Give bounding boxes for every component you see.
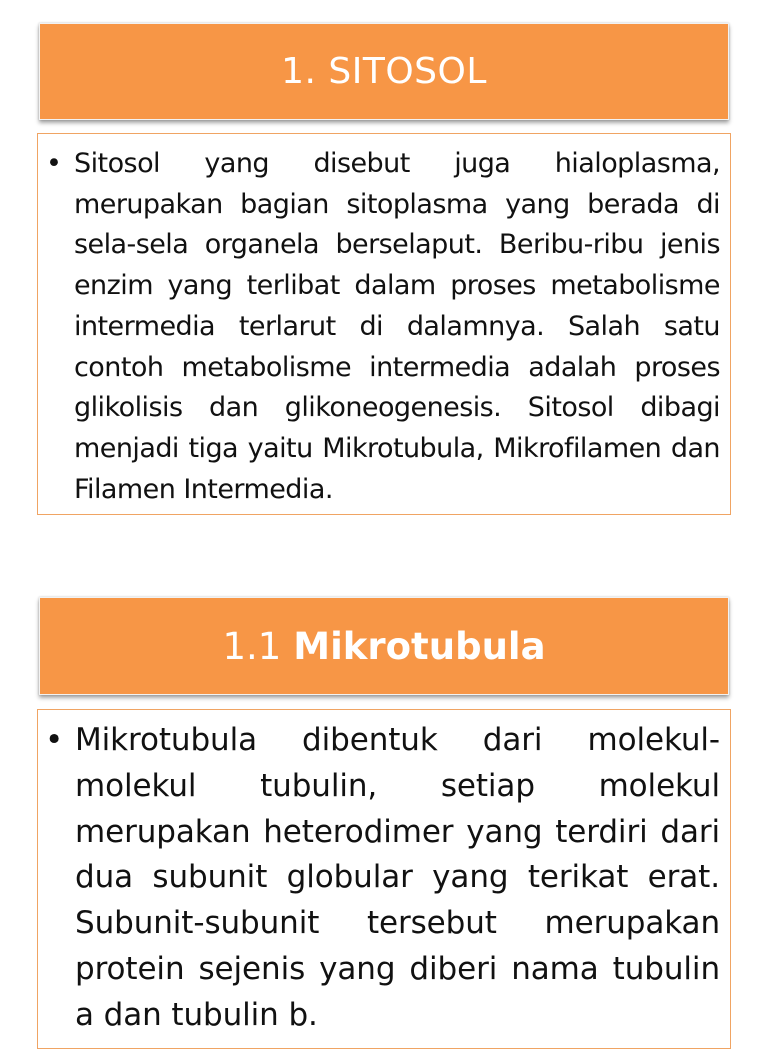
content-box-mikrotubula: [37, 709, 731, 1049]
section-title-sitosol: [39, 23, 729, 120]
paragraph-text: Sitosol yang disebut juga hialoplasma, merupakan bagian sitoplasma yang berada di sela-sela organela berselaput. Beribu-ribu jenis enzim yang terlibat dalam proses metabolisme intermedia terlarut di dalamnya. Salah satu contoh metabolisme intermedia adalah proses glikolisis dan glikoneogenesis. Sitosol dibagi menjadi tiga yaitu Mikrotubula, Mikrofilamen dan Filamen Intermedia.: [74, 148, 720, 505]
bullet-icon: •: [45, 722, 64, 758]
content-box-sitosol: [37, 133, 731, 515]
section-title-text: 1. SITOSOL: [281, 51, 487, 92]
section-title-mikrotubula: [39, 597, 729, 695]
bullet-paragraph: [46, 144, 720, 510]
paragraph-text: Mikrotubula dibentuk dari molekul-molekul tubulin, setiap molekul merupakan heterodimer yang terdiri dari dua subunit globular yang terikat erat. Subunit-subunit tersebut merupakan protein sejenis yang diberi nama tubulin a dan tubulin b.: [75, 722, 720, 1033]
section-number: 1.1: [222, 624, 282, 668]
section-name: Mikrotubula: [293, 624, 546, 668]
bullet-paragraph: [45, 718, 720, 1039]
bullet-icon: •: [46, 148, 62, 179]
